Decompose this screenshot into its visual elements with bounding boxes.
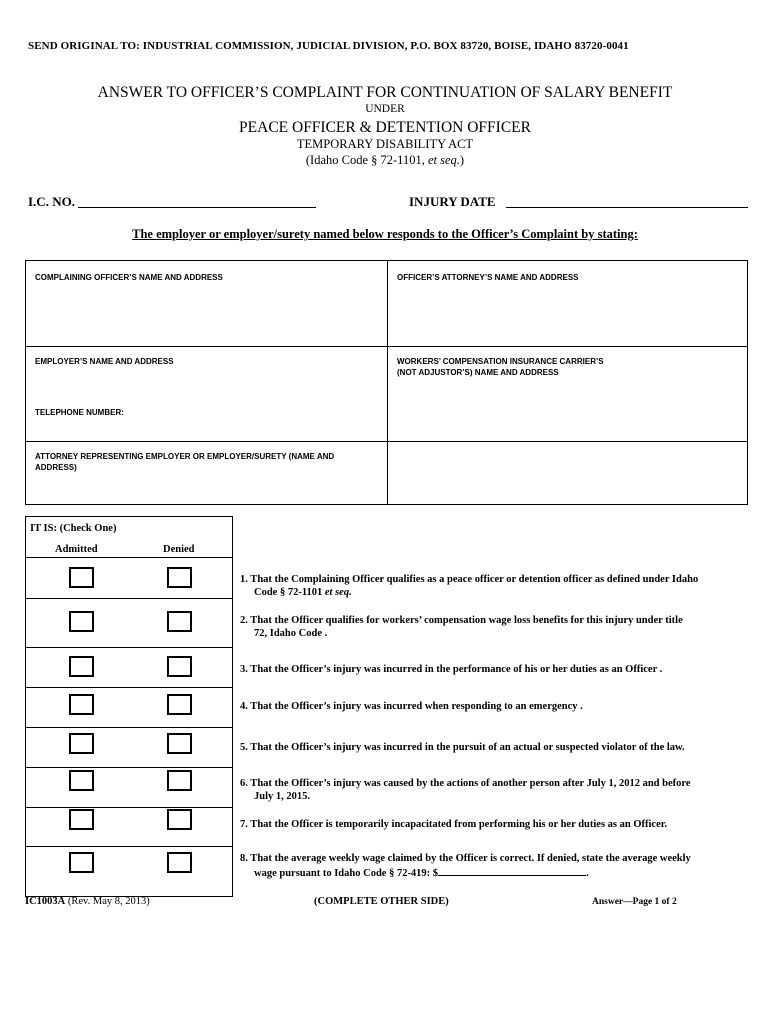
ic-no-field[interactable] — [78, 207, 316, 208]
telephone-number-label: TELEPHONE NUMBER: — [35, 408, 124, 417]
officer-attorney-label: OFFICER’S ATTORNEY’S NAME AND ADDRESS — [397, 273, 579, 282]
form-act-name: TEMPORARY DISABILITY ACT — [296, 137, 474, 151]
form-subtitle: PEACE OFFICER & DETENTION OFFICER — [239, 119, 531, 136]
statement-1: 1. That the Complaining Officer qualifies as a peace officer or detention officer as defined under Idaho Code § 72-1101 et seq. — [240, 574, 699, 598]
deny-checkbox-4[interactable] — [167, 694, 192, 715]
grid-divider-vertical — [387, 261, 388, 504]
ic-no-label: I.C. NO. — [28, 194, 75, 209]
row-divider — [26, 727, 232, 728]
responds-statement: The employer or employer/surety named below responds to the Officer’s Complaint by stating: — [132, 227, 638, 241]
employer-attorney-label: ATTORNEY REPRESENTING EMPLOYER OR EMPLOYER/SURETY (NAME AND ADDRESS) — [35, 452, 335, 472]
form-title-under: UNDER — [365, 103, 405, 115]
form-id: IC1003A (Rev. May 8, 2013) — [25, 896, 150, 907]
injury-date-field[interactable] — [506, 207, 748, 208]
complete-other-side: (COMPLETE OTHER SIDE) — [314, 896, 449, 907]
admit-checkbox-7[interactable] — [69, 809, 94, 830]
insurance-carrier-label: WORKERS’ COMPENSATION INSURANCE CARRIER’S (NOT ADJUSTOR’S) NAME AND ADDRESS — [397, 357, 604, 377]
statement-6: 6. That the Officer’s injury was caused by the actions of another person after July 1, 2012 and before July 1, 2015. — [240, 778, 691, 802]
deny-checkbox-8[interactable] — [167, 852, 192, 873]
statement-7: 7. That the Officer is temporarily incapacitated from performing his or her duties as an Officer. — [240, 819, 668, 830]
officer-name-address-label: COMPLAINING OFFICER’S NAME AND ADDRESS — [35, 273, 223, 282]
page-indicator: Answer—Page 1 of 2 — [592, 897, 677, 907]
row-divider — [26, 687, 232, 688]
grid-divider-row1 — [26, 346, 747, 347]
injury-date-label: INJURY DATE — [409, 194, 496, 209]
row-divider — [26, 647, 232, 648]
average-weekly-wage-field[interactable] — [438, 865, 586, 876]
statement-3: 3. That the Officer’s injury was incurred in the performance of his or her duties as an Officer . — [240, 664, 663, 675]
grid-divider-row2 — [26, 441, 747, 442]
denied-column-header: Denied — [163, 544, 195, 555]
admit-checkbox-1[interactable] — [69, 567, 94, 588]
row-divider — [26, 846, 232, 847]
deny-checkbox-6[interactable] — [167, 770, 192, 791]
row-divider — [26, 598, 232, 599]
statement-4: 4. That the Officer’s injury was incurred when responding to an emergency . — [240, 701, 583, 712]
admit-checkbox-2[interactable] — [69, 611, 94, 632]
deny-checkbox-3[interactable] — [167, 656, 192, 677]
table-header-divider — [26, 557, 232, 558]
statement-8: 8. That the average weekly wage claimed by the Officer is correct. If denied, state the average weekly wage pursuant to Idaho Code § 72-419: $ . — [240, 853, 691, 879]
admit-checkbox-8[interactable] — [69, 852, 94, 873]
employer-name-address-label: EMPLOYER’S NAME AND ADDRESS — [35, 357, 174, 366]
admit-checkbox-5[interactable] — [69, 733, 94, 754]
statement-2: 2. That the Officer qualifies for workers’ compensation wage loss benefits for this injury under title 72, Idaho Code . — [240, 615, 683, 639]
admit-checkbox-6[interactable] — [69, 770, 94, 791]
send-original-line: SEND ORIGINAL TO: INDUSTRIAL COMMISSION, JUDICIAL DIVISION, P.O. BOX 83720, BOISE, IDAHO 83720-0041 — [28, 40, 629, 52]
row-divider — [26, 767, 232, 768]
admit-checkbox-4[interactable] — [69, 694, 94, 715]
admit-checkbox-3[interactable] — [69, 656, 94, 677]
row-divider — [26, 807, 232, 808]
parties-info-grid — [25, 260, 748, 505]
form-title: ANSWER TO OFFICER’S COMPLAINT FOR CONTINUATION OF SALARY BENEFIT — [97, 84, 673, 101]
check-one-heading: IT IS: (Check One) — [30, 523, 117, 534]
deny-checkbox-1[interactable] — [167, 567, 192, 588]
form-code-citation: (Idaho Code § 72-1101, et seq.) — [305, 153, 465, 167]
deny-checkbox-2[interactable] — [167, 611, 192, 632]
admit-deny-table — [25, 516, 233, 897]
deny-checkbox-7[interactable] — [167, 809, 192, 830]
admitted-column-header: Admitted — [55, 544, 98, 555]
statement-5: 5. That the Officer’s injury was incurred in the pursuit of an actual or suspected violator of the law. — [240, 742, 685, 753]
deny-checkbox-5[interactable] — [167, 733, 192, 754]
